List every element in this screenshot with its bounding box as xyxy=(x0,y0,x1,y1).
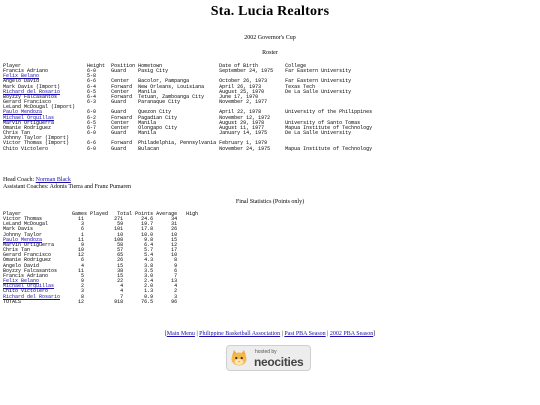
stats-cell-gp: 2 xyxy=(81,283,85,290)
stats-cell-player: Omanie Rodriguez xyxy=(3,257,52,264)
roster-cell-hometown: New Orleans, Louisiana xyxy=(138,83,205,90)
footer-nav xyxy=(0,331,540,337)
roster-cell-hometown: Pasig City xyxy=(138,68,169,75)
roster-cell-height: 6-2 xyxy=(87,114,97,121)
roster-cell-hometown: Quezon City xyxy=(138,109,172,116)
stats-cell-high: 17 xyxy=(171,247,178,254)
stats-cell-gp: 11 xyxy=(78,236,85,243)
stats-cell-high: 2 xyxy=(174,288,178,295)
stats-cell-gp: 5 xyxy=(81,272,85,279)
roster-cell-dob: November 2, 1977 xyxy=(219,99,268,106)
roster-cell-height: 6-5 xyxy=(87,88,97,95)
stats-cell-gp: 3 xyxy=(81,288,85,295)
stats-cell-high: 4 xyxy=(174,283,178,290)
stats-cell-player: Victor Thomas xyxy=(3,216,43,223)
roster-heading: Roster xyxy=(262,50,278,56)
stats-cell-tp: 58 xyxy=(117,241,124,248)
stats-totals-row xyxy=(3,300,198,305)
roster-cell-college: Far Eastern University xyxy=(285,68,352,75)
roster-cell-college: De La Salle University xyxy=(285,130,352,137)
roster-cell-player: Victor Thomas (Import) xyxy=(3,140,70,147)
roster-cell-height: 6-5 xyxy=(87,119,97,126)
stats-cell-avg: 19.7 xyxy=(141,221,154,228)
roster-cell-hometown: Philadelphia, Pennsylvania xyxy=(138,140,217,147)
roster-cell-position: Center xyxy=(111,119,130,126)
stats-header-cell: Average xyxy=(156,211,178,217)
stats-cell-player: TOTALS xyxy=(3,298,22,305)
stats-cell-player[interactable]: Felix Belano xyxy=(3,278,40,285)
footer-sep: | xyxy=(194,331,200,337)
stats-cell-gp: 6 xyxy=(81,226,85,233)
stats-cell-tp: 4 xyxy=(120,283,124,290)
stats-cell-gp: 8 xyxy=(81,293,85,300)
roster-cell-player: Angelo David xyxy=(3,78,40,85)
stats-cell-player: Francis Adriano xyxy=(3,272,49,279)
stats-cell-tp: 26 xyxy=(117,257,124,264)
roster-cell-position: Guard xyxy=(111,68,127,75)
roster-cell-height: 6-6 xyxy=(87,140,97,147)
roster-cell-dob: August 11, 1977 xyxy=(219,124,265,131)
roster-cell-dob: November 12, 1972 xyxy=(219,114,271,121)
stats-cell-tp: 15 xyxy=(117,272,124,279)
stats-cell-gp: 10 xyxy=(78,247,85,254)
roster-cell-college: Texas Tech xyxy=(285,83,316,90)
head-coach xyxy=(3,177,71,184)
stats-cell-player: Chito Victolero xyxy=(3,288,49,295)
roster-cell-hometown: Olongapo City xyxy=(138,124,178,131)
stats-cell-avg: 3.8 xyxy=(144,262,154,269)
roster-cell-position: Guard xyxy=(111,130,127,137)
stats-cell-high: 3 xyxy=(174,293,178,300)
badge-top-text: hosted by xyxy=(255,349,277,355)
roster-cell-dob: April 26, 1973 xyxy=(219,83,262,90)
stats-cell-tp: 918 xyxy=(114,298,124,305)
stats-cell-player[interactable]: Michael Orquillas xyxy=(3,283,55,290)
stats-cell-high: 96 xyxy=(171,298,178,305)
roster-cell-player[interactable]: Richard del Rosario xyxy=(3,88,61,95)
stats-cell-gp: 3 xyxy=(81,221,85,228)
roster-cell-player: Mark Davis (Import) xyxy=(3,83,61,90)
stats-cell-tp: 65 xyxy=(117,252,124,259)
stats-cell-gp: 4 xyxy=(81,262,85,269)
stats-cell-gp: 1 xyxy=(81,231,85,238)
roster-cell-dob: August 29, 1978 xyxy=(219,119,265,126)
stats-cell-gp: 9 xyxy=(81,241,85,248)
stats-cell-avg: 4.3 xyxy=(144,257,154,264)
roster-cell-height: 6-4 xyxy=(87,83,97,90)
roster-cell-player: Francis Adriano xyxy=(3,68,49,75)
roster-cell-college: Mapua Institute of Technology xyxy=(285,124,373,131)
roster-cell-hometown: Manila xyxy=(138,130,157,137)
roster-cell-dob: August 25, 1970 xyxy=(219,88,265,95)
stats-cell-avg: 76.5 xyxy=(141,298,154,305)
stats-heading: Final Statistics (Points only) xyxy=(235,199,305,205)
stats-cell-tp: 15 xyxy=(117,262,124,269)
stats-cell-player: Angelo David xyxy=(3,262,40,269)
stats-cell-player[interactable]: Richard del Rosario xyxy=(3,293,61,300)
roster-cell-dob: November 24, 1975 xyxy=(219,145,271,152)
roster-cell-player: Chris Tan xyxy=(3,130,31,137)
stats-cell-player: Marvin Ortiguerra xyxy=(3,241,55,248)
stats-cell-avg: 5.7 xyxy=(144,247,154,254)
stats-cell-high: 34 xyxy=(171,216,178,223)
stats-cell-tp: 57 xyxy=(117,247,124,254)
stats-cell-gp: 12 xyxy=(78,252,85,259)
roster-cell-college: Far Eastern University xyxy=(285,78,352,85)
head-coach-label: Head Coach: xyxy=(3,177,35,183)
roster-cell-hometown: Pagadian City xyxy=(138,114,178,121)
roster-cell-player: Johnny Taylor (Import) xyxy=(3,135,70,142)
roster-header-cell: Height xyxy=(87,63,106,69)
stats-cell-gp: 6 xyxy=(81,257,85,264)
stats-cell-tp: 22 xyxy=(117,278,124,285)
roster-cell-hometown: Bacolor, Pampanga xyxy=(138,78,190,85)
footer-link-pba[interactable]: Philippine Basketball Association xyxy=(199,331,281,337)
stats-cell-high: 15 xyxy=(171,236,178,243)
footer-link-past-season[interactable]: Past PBA Season xyxy=(284,331,326,337)
roster-header-cell: Date of Birth xyxy=(219,63,259,69)
stats-cell-avg: 24.6 xyxy=(141,216,154,223)
stats-cell-high: 10 xyxy=(171,231,178,238)
roster-cell-height: 5-8 xyxy=(87,73,97,80)
stats-cell-tp: 7 xyxy=(120,293,124,300)
stats-cell-avg: 2.4 xyxy=(144,278,154,285)
stats-cell-high: 8 xyxy=(174,257,178,264)
stats-header-cell: High xyxy=(186,211,199,217)
roster-cell-player: Boyzzy Falcasantos xyxy=(3,93,58,100)
assistant-coaches xyxy=(3,184,131,191)
roster-cell-player: Marvin Ortiguerra xyxy=(3,119,55,126)
roster-cell-position: Center xyxy=(111,78,130,85)
roster-cell-position: Forward xyxy=(111,114,133,121)
stats-cell-high: 31 xyxy=(171,221,178,228)
neocities-badge[interactable] xyxy=(226,345,311,371)
roster-cell-college: University of the Philippines xyxy=(285,109,373,116)
roster-cell-position: Center xyxy=(111,88,130,95)
stats-cell-player: LeLand McDougal xyxy=(3,221,49,228)
stats-cell-tp: 4 xyxy=(120,288,124,295)
roster-cell-hometown: Paranaque City xyxy=(138,99,181,106)
roster-cell-height: 6-7 xyxy=(87,124,97,131)
roster-cell-dob: January 14, 1975 xyxy=(219,130,268,137)
stats-table xyxy=(3,212,198,305)
roster-cell-college: De La Salle University xyxy=(285,88,352,95)
roster-cell-player: LeLand McDougal (Import) xyxy=(3,104,76,111)
roster-cell-position: Forward xyxy=(111,140,133,147)
stats-cell-tp: 10 xyxy=(117,231,124,238)
footer-bracket-open: [ xyxy=(164,331,167,337)
stats-cell-gp: 11 xyxy=(78,267,85,274)
roster-cell-height: 6-0 xyxy=(87,130,97,137)
roster-header-cell: College xyxy=(285,63,307,69)
stats-cell-player[interactable]: Paulo Mendoza xyxy=(3,236,43,243)
roster-cell-position: Forward xyxy=(111,83,133,90)
footer-link-2002-season[interactable]: 2002 PBA Season xyxy=(329,331,374,337)
stats-cell-player: Chris Tan xyxy=(3,247,31,254)
roster-cell-player[interactable]: Michael Orquillas xyxy=(3,114,55,121)
roster-cell-college: Mapua Institute of Technology xyxy=(285,145,373,152)
roster-cell-dob: February 1, 1979 xyxy=(219,140,268,147)
roster-cell-position: Center xyxy=(111,124,130,131)
roster-cell-hometown: Manila xyxy=(138,119,157,126)
roster-cell-height: 6-0 xyxy=(87,109,97,116)
stats-cell-tp: 38 xyxy=(117,267,124,274)
stats-cell-tp: 59 xyxy=(117,221,124,228)
roster-cell-height: 6-3 xyxy=(87,99,97,106)
roster-header-cell: Position xyxy=(111,63,136,69)
roster-cell-dob: June 17, 1970 xyxy=(219,93,259,100)
stats-cell-avg: 2.0 xyxy=(144,283,154,290)
roster-cell-dob: October 26, 1973 xyxy=(219,78,268,85)
cup-title: 2002 Governor's Cup xyxy=(244,35,296,41)
assistant-coaches-names: Adonis Tierra and Franz Pumaren xyxy=(49,184,131,190)
roster-cell-player[interactable]: Felix Belano xyxy=(3,73,40,80)
stats-cell-player: Gerard Francisco xyxy=(3,252,52,259)
roster-cell-dob: April 22, 1978 xyxy=(219,109,262,116)
stats-cell-gp: 12 xyxy=(78,298,85,305)
footer-link-main-menu[interactable]: Main Menu xyxy=(166,331,195,337)
stats-cell-tp: 271 xyxy=(114,216,124,223)
stats-cell-avg: 1.3 xyxy=(144,288,154,295)
stats-cell-avg: 5.4 xyxy=(144,252,154,259)
roster-cell-hometown: Manila xyxy=(138,88,157,95)
stats-cell-high: 26 xyxy=(171,226,178,233)
roster-cell-hometown: Bulacan xyxy=(138,145,160,152)
stats-cell-player: Boyzzy Falcasantos xyxy=(3,267,58,274)
stats-cell-high: 10 xyxy=(171,252,178,259)
roster-cell-position: Guard xyxy=(111,99,127,106)
roster-cell-player[interactable]: Paulo Mendoza xyxy=(3,109,43,116)
stats-header-cell: Total Points xyxy=(117,211,154,217)
stats-cell-tp: 101 xyxy=(114,226,124,233)
stats-cell-avg: 10.0 xyxy=(141,231,154,238)
roster-cell-hometown: Tetuan, Zamboanga City xyxy=(138,93,205,100)
stats-header-cell: Player xyxy=(3,211,22,217)
stats-header-cell: Games Played xyxy=(72,211,109,217)
stats-cell-avg: 0.9 xyxy=(144,293,154,300)
stats-cell-avg: 17.8 xyxy=(141,226,154,233)
assistant-coaches-label: Assistant Coaches: xyxy=(3,184,49,190)
stats-cell-high: 12 xyxy=(171,241,178,248)
stats-cell-avg: 3.5 xyxy=(144,267,154,274)
roster-cell-height: 6-6 xyxy=(87,78,97,85)
roster-row xyxy=(3,147,372,152)
roster-header-cell: Player xyxy=(3,63,22,69)
footer-sep: | xyxy=(280,331,285,337)
badge-name: neocities xyxy=(254,355,304,369)
roster-cell-dob: September 24, 1975 xyxy=(219,68,274,75)
stats-cell-tp: 108 xyxy=(114,236,124,243)
page-title: Sta. Lucia Realtors xyxy=(210,4,330,19)
roster-cell-height: 6-0 xyxy=(87,145,97,152)
roster-cell-height: 6-0 xyxy=(87,68,97,75)
roster-cell-position: Forward xyxy=(111,93,133,100)
stats-cell-player: Mark Davis xyxy=(3,226,34,233)
stats-cell-player: Johnny Taylor xyxy=(3,231,43,238)
stats-cell-high: 6 xyxy=(174,267,178,274)
head-coach-link[interactable]: Norman Black xyxy=(35,177,71,183)
stats-cell-gp: 9 xyxy=(81,278,85,285)
roster-cell-college: University of Santo Tomas xyxy=(285,119,361,126)
stats-cell-avg: 3.0 xyxy=(144,272,154,279)
stats-cell-gp: 11 xyxy=(78,216,85,223)
roster-cell-position: Guard xyxy=(111,145,127,152)
roster-cell-player: Omanie Rodriguez xyxy=(3,124,52,131)
footer-sep: | xyxy=(325,331,330,337)
stats-cell-high: 9 xyxy=(174,262,178,269)
roster-cell-player: Gerard Francisco xyxy=(3,99,52,106)
roster-header-cell: Hometown xyxy=(138,63,163,69)
stats-cell-avg: 6.4 xyxy=(144,241,154,248)
footer-bracket-close: ] xyxy=(373,331,376,337)
cat-icon xyxy=(229,348,249,368)
stats-cell-avg: 9.8 xyxy=(144,236,154,243)
stats-cell-high: 7 xyxy=(174,272,178,279)
stats-cell-high: 13 xyxy=(171,278,178,285)
roster-cell-position: Guard xyxy=(111,109,127,116)
roster-cell-player: Chito Victolero xyxy=(3,145,49,152)
roster-table xyxy=(3,64,372,152)
roster-cell-height: 6-4 xyxy=(87,93,97,100)
